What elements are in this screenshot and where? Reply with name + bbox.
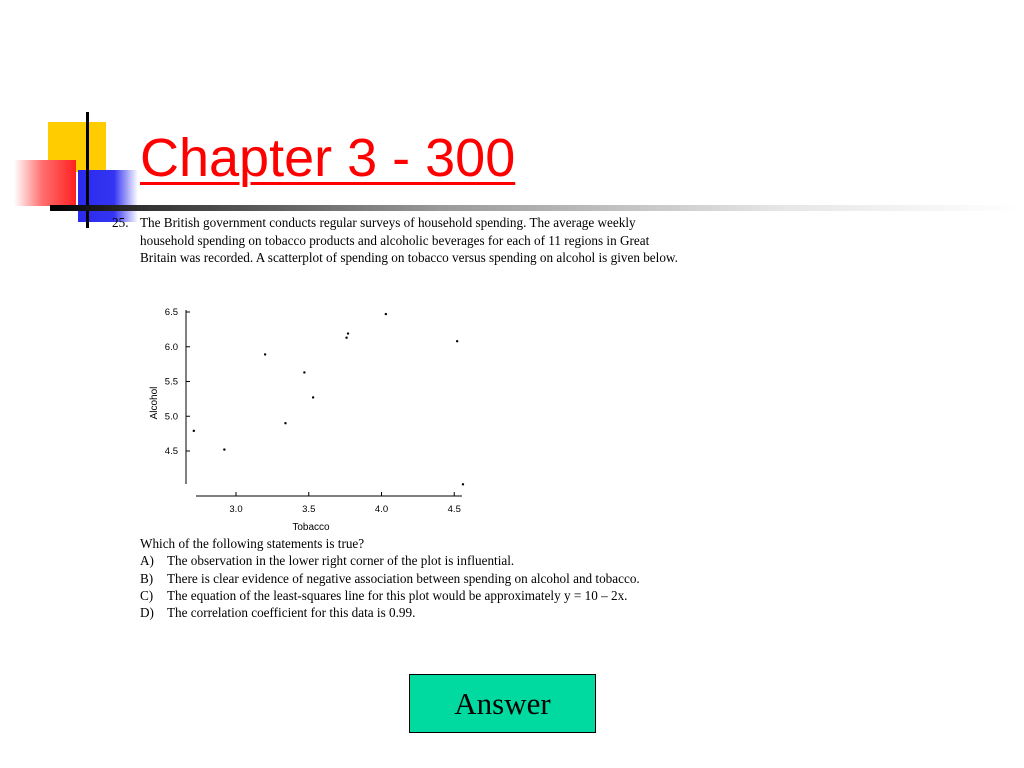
data-point <box>347 332 349 334</box>
data-point <box>284 422 286 424</box>
answer-choices <box>140 535 685 621</box>
choice-a <box>140 552 685 569</box>
choice-text: There is clear evidence of negative association between spending on alcohol and tobacco. <box>167 570 640 586</box>
x-axis-label: Tobacco <box>292 522 330 533</box>
choice-c <box>140 587 685 604</box>
data-point <box>303 371 305 373</box>
data-point <box>312 396 314 398</box>
data-point <box>193 430 195 432</box>
data-point <box>385 313 387 315</box>
question-text: The British government conducts regular surveys of household spending. The average weekly household spending on tobacco products and alcoholic beverages for each of 11 regions in Great Britain was recorded. A scatterplot of spending on tobacco versus spending on alcohol is given below. <box>140 215 678 265</box>
choice-letter: A) <box>140 553 154 569</box>
question-block <box>112 214 682 267</box>
y-axis-label: Alcohol <box>149 386 160 420</box>
question-prompt: Which of the following statements is true? <box>140 536 365 551</box>
y-tick-label: 6.0 <box>164 341 178 353</box>
x-tick-label: 3.5 <box>302 504 316 515</box>
data-point <box>462 483 464 485</box>
data-point <box>264 353 266 355</box>
y-tick-label: 5.0 <box>164 411 178 423</box>
y-tick-label: 5.5 <box>164 376 178 388</box>
data-point <box>345 337 347 339</box>
question-number: 25. <box>112 215 129 230</box>
choice-letter: C) <box>140 587 154 603</box>
slide-title: Chapter 3 - 300 <box>140 128 516 188</box>
y-tick-label: 6.5 <box>164 307 178 318</box>
choice-text: The correlation coefficient for this data is 0.99. <box>167 605 416 621</box>
answer-button[interactable]: Answer <box>409 674 596 733</box>
choice-b <box>140 570 685 587</box>
scatterplot <box>140 298 480 538</box>
x-tick-label: 3.0 <box>229 504 243 515</box>
scatterplot-svg <box>140 298 480 538</box>
choice-d <box>140 604 685 621</box>
decorative-horizontal-rule <box>50 205 1024 211</box>
choice-text: The equation of the least-squares line for this plot would be approximately y = 10 – 2x. <box>167 587 628 603</box>
x-tick-label: 4.5 <box>447 504 461 515</box>
choice-letter: B) <box>140 570 154 586</box>
decorative-red-square <box>14 160 76 206</box>
choice-text: The observation in the lower right corner of the plot is influential. <box>167 553 515 569</box>
data-point <box>456 340 458 342</box>
data-point <box>223 448 225 450</box>
x-tick-label: 4.0 <box>374 504 389 515</box>
y-tick-label: 4.5 <box>164 446 178 457</box>
choice-letter: D) <box>140 605 154 621</box>
